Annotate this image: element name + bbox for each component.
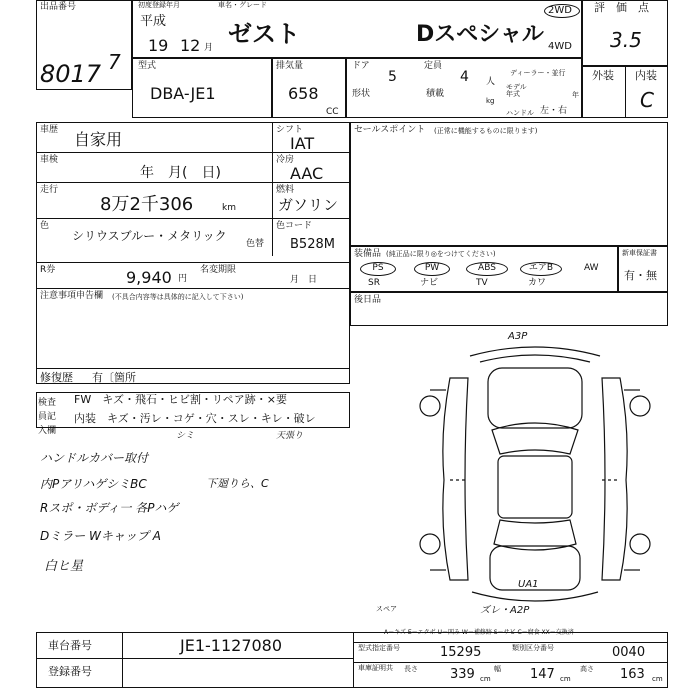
name-change-label: 名変期限 <box>200 265 237 275</box>
doors: 5 <box>388 69 397 85</box>
month-unit: 月 <box>204 43 214 53</box>
spare-label: スペア <box>376 605 397 613</box>
color-change-label: 色替 <box>246 239 265 249</box>
era: 平成 <box>140 14 167 29</box>
car-name: ゼスト <box>228 20 300 48</box>
model: DBA-JE1 <box>150 84 216 103</box>
color-code-label: 色コード <box>276 221 313 231</box>
right-body <box>602 378 627 580</box>
displacement: 658 <box>288 84 319 103</box>
width: 147 <box>530 667 555 682</box>
equipment-label: 装備品 <box>354 249 382 259</box>
handwritten-4: Dミラー Wキャップ A <box>40 529 161 543</box>
mark-top: A3P <box>508 331 528 342</box>
drive-4wd: 4WD <box>548 41 572 52</box>
grade: Dスペシャル <box>416 22 544 47</box>
car-name-label: 車名・グレード <box>218 1 267 9</box>
equip-navi: ナビ <box>420 278 439 288</box>
lot-suffix: 7 <box>108 50 121 74</box>
height-label: 高さ <box>580 665 594 673</box>
notes-sub: (不具合内容等は具体的に記入して下さい) <box>112 293 244 301</box>
doors-label: ドア <box>352 61 370 71</box>
hood <box>488 368 582 428</box>
lot-label: 出品番号 <box>40 2 77 12</box>
repair: 有〔箇所 <box>92 371 136 384</box>
equipment-sub: (純正品に限り◎をつけてください) <box>386 250 496 258</box>
notes-label: 注意事項申告欄 <box>40 291 104 301</box>
warranty: 有・無 <box>624 269 657 282</box>
fuel: ガソリン <box>278 196 339 214</box>
shift-label: シフト <box>276 125 304 135</box>
handwritten-5: 白ヒ星 <box>44 559 84 574</box>
lot-number: 8017 <box>40 60 102 88</box>
inspector-line1: FW キズ・飛石・ヒビ割・リペア跡・×要 <box>74 393 287 406</box>
width-cm: cm <box>560 675 571 683</box>
row-line-4 <box>36 262 350 263</box>
rear-bumper <box>472 592 598 601</box>
yen-unit: 円 <box>178 274 188 284</box>
mileage: 8万2千306 <box>100 194 194 215</box>
model-label: 型式 <box>138 61 157 71</box>
kg-unit: kg <box>486 97 495 105</box>
ext-label: 外装 <box>592 69 614 82</box>
class-no-label: 類別区分番号 <box>512 644 554 652</box>
handwritten-1: ハンドルカバー取付 <box>40 451 149 465</box>
score-label: 評 価 点 <box>594 1 649 14</box>
mileage-label: 走行 <box>40 185 59 195</box>
sales-label: セールスポイント <box>354 125 426 135</box>
model-year-label: モデル年式 <box>506 83 527 98</box>
equip-ps: PS <box>360 262 396 276</box>
width-label: 幅 <box>494 665 501 673</box>
length: 339 <box>450 667 475 682</box>
score-value: 3.5 <box>610 28 642 52</box>
inspector-label: 検査員記入欄 <box>38 398 57 436</box>
rear-label: 後日品 <box>354 295 382 305</box>
dealer-label: ディーラー・並行 <box>510 69 566 77</box>
sales-sub: (正常に機能するものに限ります) <box>434 127 538 135</box>
km-unit: km <box>222 203 236 213</box>
type-no-row-2 <box>354 662 668 663</box>
sales-block <box>350 122 668 246</box>
row-line-5 <box>36 288 350 289</box>
row-line-6 <box>36 368 350 369</box>
drive-2wd: 2WD <box>548 5 572 16</box>
equip-leather: カワ <box>528 278 547 288</box>
inspection-label: 車検 <box>40 155 59 165</box>
warranty-label: 新車保証書 <box>622 249 657 257</box>
rear-block <box>350 292 668 326</box>
fuel-label: 燃料 <box>276 185 295 195</box>
type-no: 15295 <box>440 645 482 660</box>
mark-bottom: ズレ・A2P <box>480 605 530 616</box>
wheel-rr <box>630 534 650 554</box>
ac-label: 冷房 <box>276 155 295 165</box>
equip-airbag: エアB <box>520 262 562 276</box>
int-score: C <box>640 88 654 112</box>
note-shimi: シミ <box>176 431 195 441</box>
capacity: 4 <box>460 69 469 85</box>
reg-month: 12 <box>180 36 201 55</box>
color-label: 色 <box>40 221 50 231</box>
history-label: 車歴 <box>40 125 59 135</box>
reg-year: 19 <box>148 36 169 55</box>
class-no: 0040 <box>612 645 646 660</box>
cert-label: 車庫証明共 <box>358 664 393 672</box>
cc-unit: CC <box>326 107 339 117</box>
wheel-rl <box>420 534 440 554</box>
handwritten-mid: 下廻りら、C <box>206 477 269 490</box>
int-label: 内装 <box>635 69 657 82</box>
first-reg-label: 初度登録年月 <box>138 1 180 9</box>
handwritten-2: 内PアリハゲシミBC <box>40 477 147 491</box>
name-change: 月 日 <box>290 275 318 285</box>
color-code: B528M <box>290 237 335 252</box>
chassis-label: 車台番号 <box>48 639 92 652</box>
history-value: 自家用 <box>74 130 123 149</box>
ext-int-divider <box>625 66 626 118</box>
equip-tv: TV <box>476 278 488 288</box>
tax: 9,940 <box>126 268 172 287</box>
color: シリウスブルー・メタリック <box>72 229 227 243</box>
wheel-fl <box>420 396 440 416</box>
length-label: 長さ <box>404 665 418 673</box>
shift: IAT <box>290 134 315 153</box>
equip-abs: ABS <box>466 262 508 276</box>
ac: AAC <box>290 164 324 183</box>
displacement-label: 排気量 <box>276 61 304 71</box>
length-cm: cm <box>480 675 491 683</box>
height: 163 <box>620 667 645 682</box>
handle-label: ハンドル <box>506 109 534 117</box>
legend: A－キズ E－エクボ U－凹み W－補修跡 S－サビ C－腐食 XX－交換済 <box>384 629 574 636</box>
mark-front: UA1 <box>518 579 539 590</box>
row-line-3 <box>36 218 350 219</box>
capacity-label: 定員 <box>424 61 443 71</box>
shape-label: 形状 <box>352 89 371 99</box>
reg-label: 登録番号 <box>48 665 92 678</box>
height-cm: cm <box>652 675 663 683</box>
type-no-row <box>354 642 668 643</box>
load-label: 積載 <box>426 89 445 99</box>
wheel-fr <box>630 396 650 416</box>
roof <box>498 456 572 518</box>
equip-aw: AW <box>584 263 599 273</box>
chassis: JE1-1127080 <box>180 636 283 655</box>
tax-label: R券 <box>40 265 56 275</box>
note-sure: 天張り <box>276 431 304 441</box>
left-body <box>443 378 468 580</box>
handle: 左・右 <box>540 106 568 116</box>
type-no-label: 型式指定番号 <box>358 644 400 652</box>
inspection: 年 月( 日) <box>140 165 221 181</box>
inspector-line2: 内装 キズ・汚レ・コゲ・穴・スレ・キレ・破レ <box>74 412 316 425</box>
car-diagram <box>410 330 660 620</box>
equip-sr: SR <box>368 278 380 288</box>
handwritten-3: Rスポ・ボディ一 各Pハゲ <box>40 501 179 515</box>
person-unit: 人 <box>486 77 496 87</box>
year-unit: 年 <box>572 91 579 99</box>
repair-label: 修復歴 <box>40 371 73 384</box>
equip-pw: PW <box>414 262 450 276</box>
